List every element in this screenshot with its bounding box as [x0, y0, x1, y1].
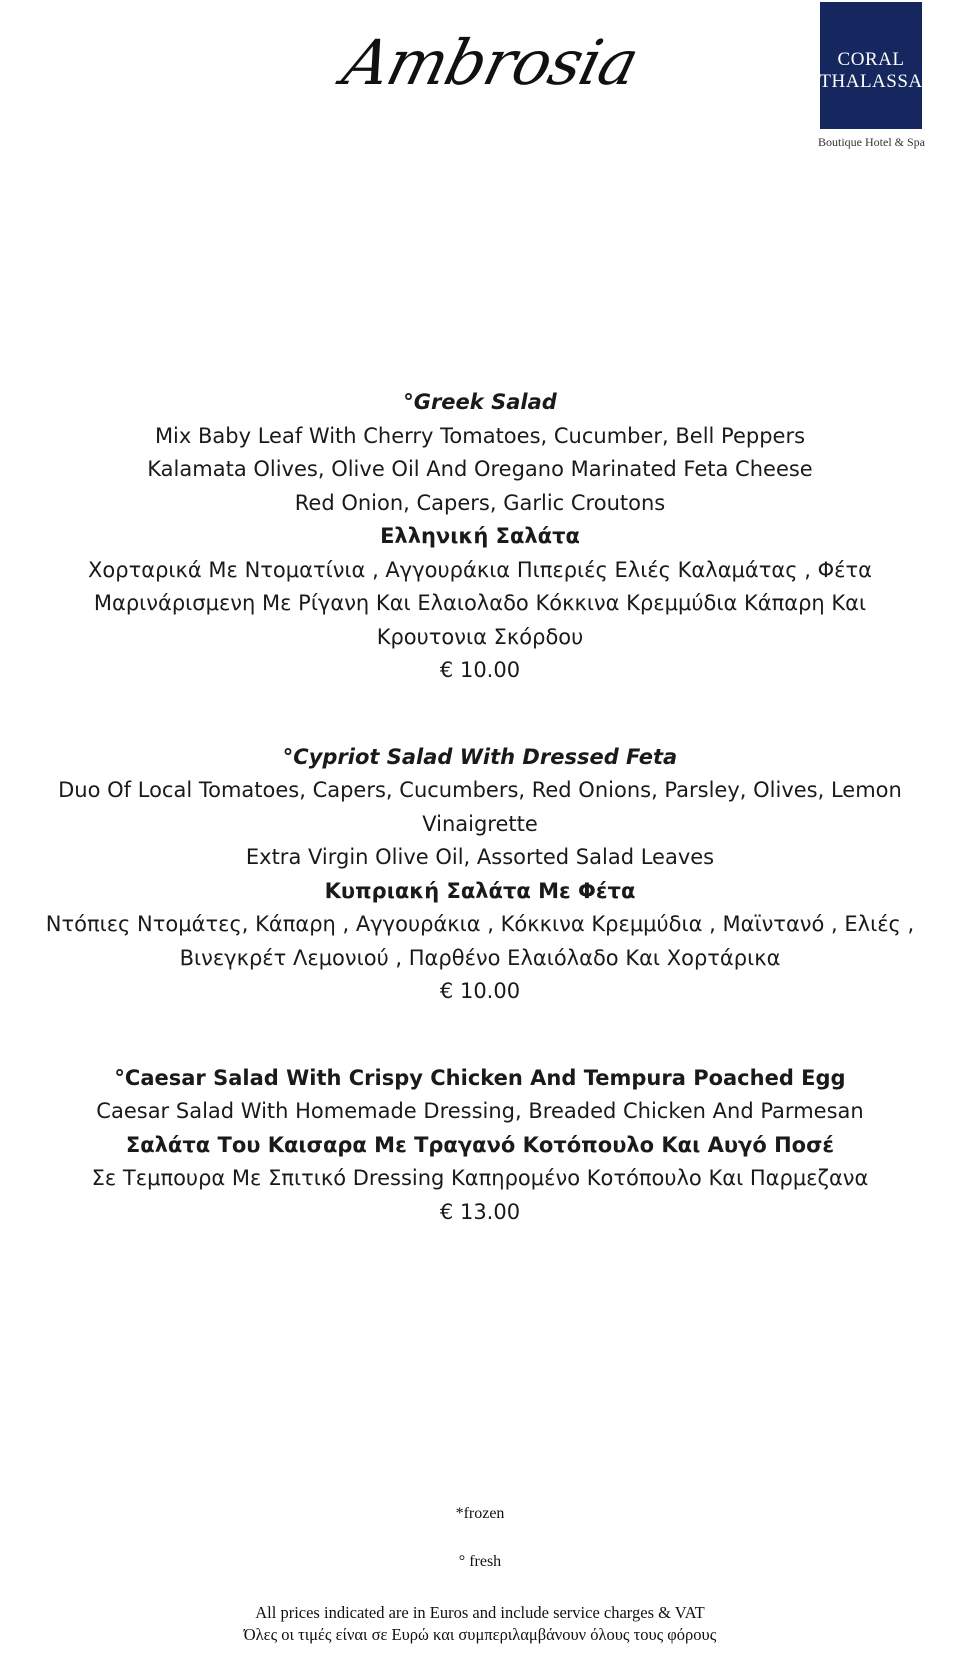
- footer: [0, 1504, 960, 1646]
- hotel-name-line1: CORAL: [837, 48, 905, 70]
- item-title-en: °Caesar Salad With Crispy Chicken And Tempura Poached Egg: [114, 1065, 846, 1090]
- item-description-en: Mix Baby Leaf With Cherry Tomatoes, Cucumber, Bell Peppers: [154, 423, 806, 448]
- frozen-note: *frozen: [455, 1505, 505, 1522]
- hotel-name-line2: THALASSA: [819, 70, 923, 92]
- menu-item-caesar-salad: [0, 1062, 960, 1230]
- restaurant-logo: Ambrosia: [336, 26, 646, 99]
- menu-item-cypriot-salad: [0, 741, 960, 1009]
- hotel-logo-box: [820, 2, 922, 129]
- item-description-en: Extra Virgin Olive Oil, Assorted Salad Leaves: [245, 845, 715, 869]
- hotel-tagline: Boutique Hotel & Spa: [818, 135, 925, 149]
- item-description-gr: Χορταρικά Με Ντοματίνια , Αγγουράκια Πιπεριές Ελιές Καλαμάτας , Φέτα: [88, 557, 872, 582]
- hotel-logo: [818, 0, 958, 158]
- item-description-en: Kalamata Olives, Olive Oil And Oregano Marinated Feta Cheese: [147, 457, 813, 481]
- item-description-gr: Κρουτονια Σκόρδου: [376, 624, 584, 649]
- item-title-en: °Cypriot Salad With Dressed Feta: [282, 744, 678, 769]
- item-description-en: Caesar Salad With Homemade Dressing, Breaded Chicken And Parmesan: [96, 1099, 864, 1123]
- item-description-gr: Ντόπιες Ντομάτες, Κάπαρη , Αγγουράκια , Κόκκινα Κρεμμύδια , Μαϊντανό , Ελιές ,: [45, 912, 915, 936]
- item-title-en: °Greek Salad: [403, 390, 557, 414]
- item-description-gr: Σε Τεμπουρα Με Σπιτικό Dressing Καπηρομένο Κοτόπουλο Και Παρμεζανα: [91, 1166, 869, 1190]
- item-description-en: Duo Of Local Tomatoes, Capers, Cucumbers, Red Onions, Parsley, Olives, Lemon: [58, 778, 902, 802]
- fresh-note: ° fresh: [458, 1553, 502, 1570]
- item-description-en: Red Onion, Capers, Garlic Croutons: [294, 490, 666, 515]
- item-description-en: Vinaigrette: [422, 811, 538, 836]
- item-price: € 10.00: [439, 658, 521, 682]
- item-description-gr: Μαρινάρισμενη Με Ρίγανη Και Ελαιολαδο Κόκκινα Κρεμμύδια Κάπαρη Και: [93, 591, 867, 615]
- item-price: € 10.00: [439, 979, 521, 1003]
- item-title-gr: Ελληνική Σαλάτα: [380, 524, 580, 548]
- item-title-gr: Σαλάτα Του Καισαρα Με Τραγανό Κοτόπουλο Και Αυγό Ποσέ: [125, 1132, 835, 1157]
- item-description-gr: Βινεγκρέτ Λεμονιού , Παρθένο Ελαιόλαδο Και Χορτάρικα: [179, 945, 781, 970]
- legal-note-en: All prices indicated are in Euros and include service charges & VAT: [255, 1603, 705, 1622]
- item-price: € 13.00: [439, 1199, 521, 1224]
- item-title-gr: Κυπριακή Σαλάτα Με Φέτα: [324, 878, 636, 903]
- menu-item-greek-salad: [0, 386, 960, 688]
- menu-section: [0, 386, 960, 1229]
- legal-note-gr: Όλες οι τιμές είναι σε Ευρώ και συμπεριλαμβάνουν όλους τους φόρους: [243, 1625, 717, 1644]
